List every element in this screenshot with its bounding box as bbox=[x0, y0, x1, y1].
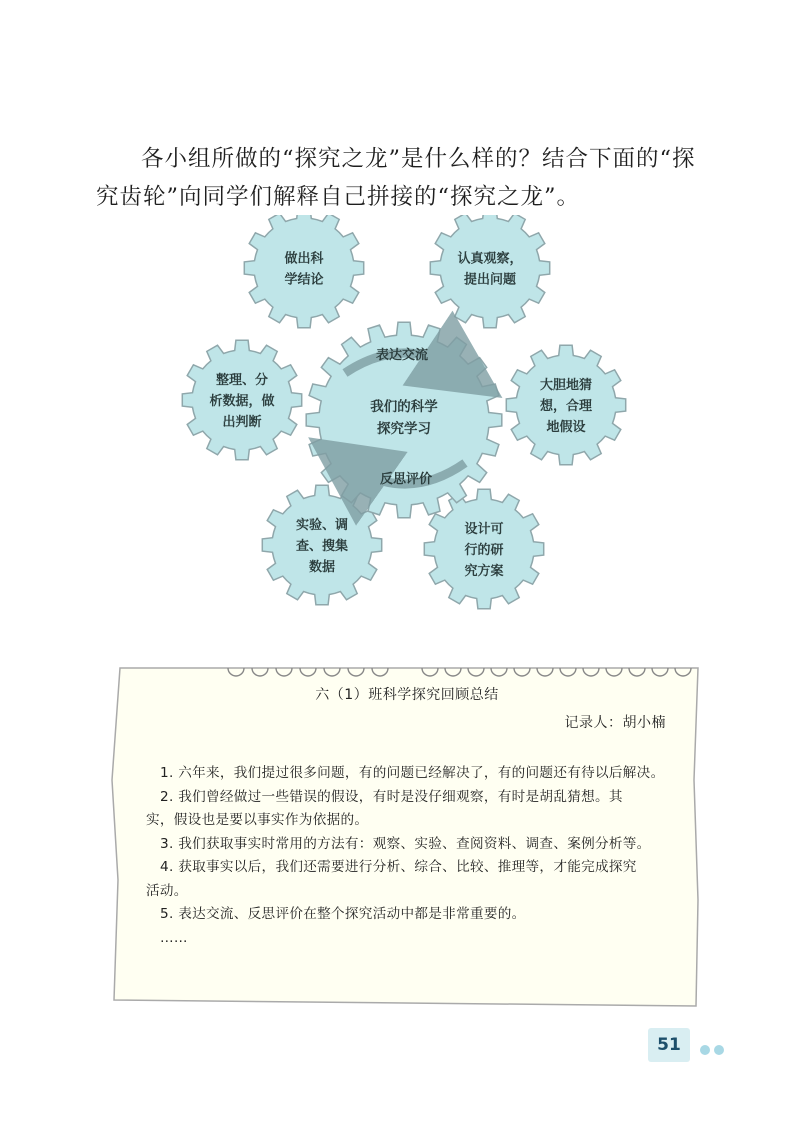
gear-experiment-label: 数据 bbox=[308, 560, 336, 575]
summary-note bbox=[108, 660, 706, 1012]
decor-dot bbox=[700, 1045, 710, 1055]
gear-conclusion-label: 学结论 bbox=[284, 272, 324, 288]
decor-dot bbox=[714, 1045, 724, 1055]
gear-analysis-label: 整理、分 bbox=[215, 373, 269, 388]
note-item-2: 2. 我们曾经做过一些错误的假设，有时是没仔细观察，有时是胡乱猜想。其 实，假设也是要以事实作为依据的。 bbox=[146, 788, 623, 828]
gear-plan-label: 设计可 bbox=[464, 522, 504, 537]
note-items bbox=[146, 762, 690, 950]
center-label-line2: 探究学习 bbox=[377, 421, 431, 437]
gear-plan-label: 行的研 bbox=[464, 543, 504, 558]
note-item-3: 3. 我们获取事实时常用的方法有：观察、实验、查阅资料、调查、案例分析等。 bbox=[160, 835, 651, 852]
gear-hypothesis-label: 想，合理 bbox=[539, 399, 593, 414]
note-item-ellipsis: …… bbox=[160, 929, 188, 946]
gear-experiment-label: 查、搜集 bbox=[295, 539, 349, 554]
gear-question bbox=[430, 215, 549, 328]
gear-hypothesis-label: 大胆地猜 bbox=[539, 378, 593, 393]
gear-analysis-label: 析数据，做 bbox=[209, 394, 275, 409]
bottom-arrow-label: 反思评价 bbox=[379, 472, 433, 487]
gear-conclusion-label: 做出科 bbox=[284, 251, 324, 267]
note-item-5: 5. 表达交流、反思评价在整个探究活动中都是非常重要的。 bbox=[160, 906, 526, 922]
inquiry-gears-diagram bbox=[0, 215, 800, 625]
gear-analysis-label: 出判断 bbox=[222, 415, 262, 430]
gear-experiment-label: 实验、调 bbox=[295, 518, 349, 533]
gear-plan-label: 究方案 bbox=[464, 564, 504, 579]
gear-question-label: 认真观察， bbox=[457, 251, 523, 267]
top-arrow-label: 表达交流 bbox=[375, 348, 429, 363]
page-number: 51 bbox=[648, 1028, 690, 1062]
gear-question-label: 提出问题 bbox=[463, 272, 517, 288]
note-title: 六（1）班科学探究回顾总结 bbox=[315, 687, 499, 703]
intro-paragraph: 各小组所做的“探究之龙”是什么样的？结合下面的“探究齿轮”向同学们解释自己拼接的“探究之龙”。 bbox=[96, 146, 696, 210]
note-recorder: 记录人：胡小楠 bbox=[564, 715, 666, 731]
note-item-1: 1. 六年来，我们提过很多问题，有的问题已经解决了，有的问题还有待以后解决。 bbox=[160, 765, 665, 781]
note-item-4: 4. 获取事实以后，我们还需要进行分析、综合、比较、推理等，才能完成探究 活动。 bbox=[146, 859, 637, 899]
gear-hypothesis-label: 地假设 bbox=[546, 420, 586, 435]
gear-conclusion bbox=[244, 215, 363, 328]
center-label-line1: 我们的科学 bbox=[370, 399, 438, 415]
